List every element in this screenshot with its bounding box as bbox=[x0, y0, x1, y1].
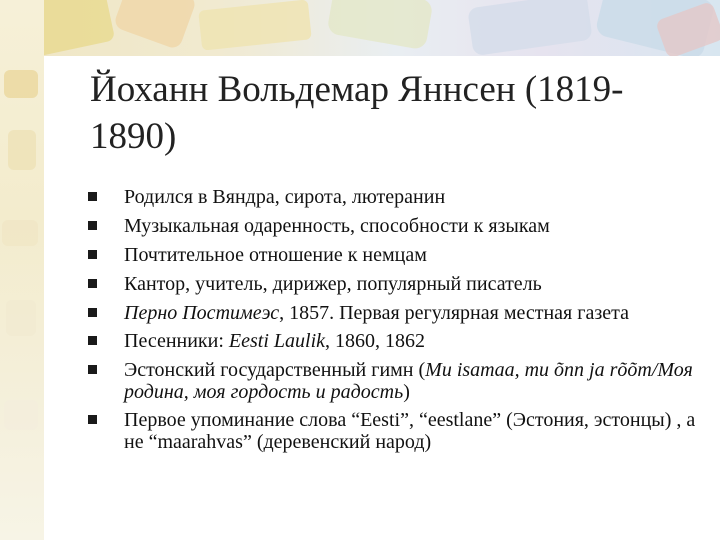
bullet-text: Музыкальная одаренность, способности к языкам bbox=[124, 215, 550, 237]
bullet-text-rest: , 1857. Первая регулярная местная газета bbox=[279, 302, 629, 324]
bullet-text-pre: Эстонский государственный гимн ( bbox=[124, 359, 426, 381]
square-bullet-icon bbox=[88, 415, 97, 424]
bullet-text bbox=[124, 330, 425, 352]
bullet-item bbox=[86, 409, 706, 453]
bullet-item bbox=[86, 359, 706, 403]
bullet-item bbox=[86, 273, 706, 295]
decorative-top-band bbox=[0, 0, 720, 56]
bullet-text: Родился в Вяндра, сирота, лютеранин bbox=[124, 186, 446, 208]
bullet-list bbox=[86, 186, 706, 460]
square-bullet-icon bbox=[88, 365, 97, 374]
bullet-item bbox=[86, 244, 706, 266]
bullet-text bbox=[124, 302, 629, 324]
square-bullet-icon bbox=[88, 308, 97, 317]
decorative-left-strip bbox=[0, 0, 44, 540]
bullet-item bbox=[86, 186, 706, 208]
square-bullet-icon bbox=[88, 192, 97, 201]
slide-title: Йоханн Вольдемар Яннсен (1819-1890) bbox=[90, 69, 624, 157]
bullet-text-pre: Песенники: bbox=[124, 330, 229, 352]
bullet-item bbox=[86, 302, 706, 324]
bullet-item bbox=[86, 330, 706, 352]
square-bullet-icon bbox=[88, 221, 97, 230]
square-bullet-icon bbox=[88, 279, 97, 288]
bullet-text-rest: ) bbox=[403, 381, 410, 403]
newspaper-title: Перно Постимеэс bbox=[124, 302, 280, 324]
anthem-title: Mu isamaa, mu õnn ja rõõm/Моя родина, моя гордость и радость bbox=[124, 359, 693, 403]
bullet-text: Почтительное отношение к немцам bbox=[124, 244, 427, 266]
bullet-text-rest: , 1860, 1862 bbox=[325, 330, 426, 352]
square-bullet-icon bbox=[88, 336, 97, 345]
songbook-title: Eesti Laulik bbox=[228, 330, 326, 352]
bullet-text bbox=[124, 359, 693, 403]
bullet-text: Первое упоминание слова “Eesti”, “eestlane” (Эстония, эстонцы) , а не “maarahvas” (деревенский народ) bbox=[124, 409, 696, 453]
bullet-text: Кантор, учитель, дирижер, популярный писатель bbox=[124, 273, 542, 295]
bullet-item bbox=[86, 215, 706, 237]
square-bullet-icon bbox=[88, 250, 97, 259]
